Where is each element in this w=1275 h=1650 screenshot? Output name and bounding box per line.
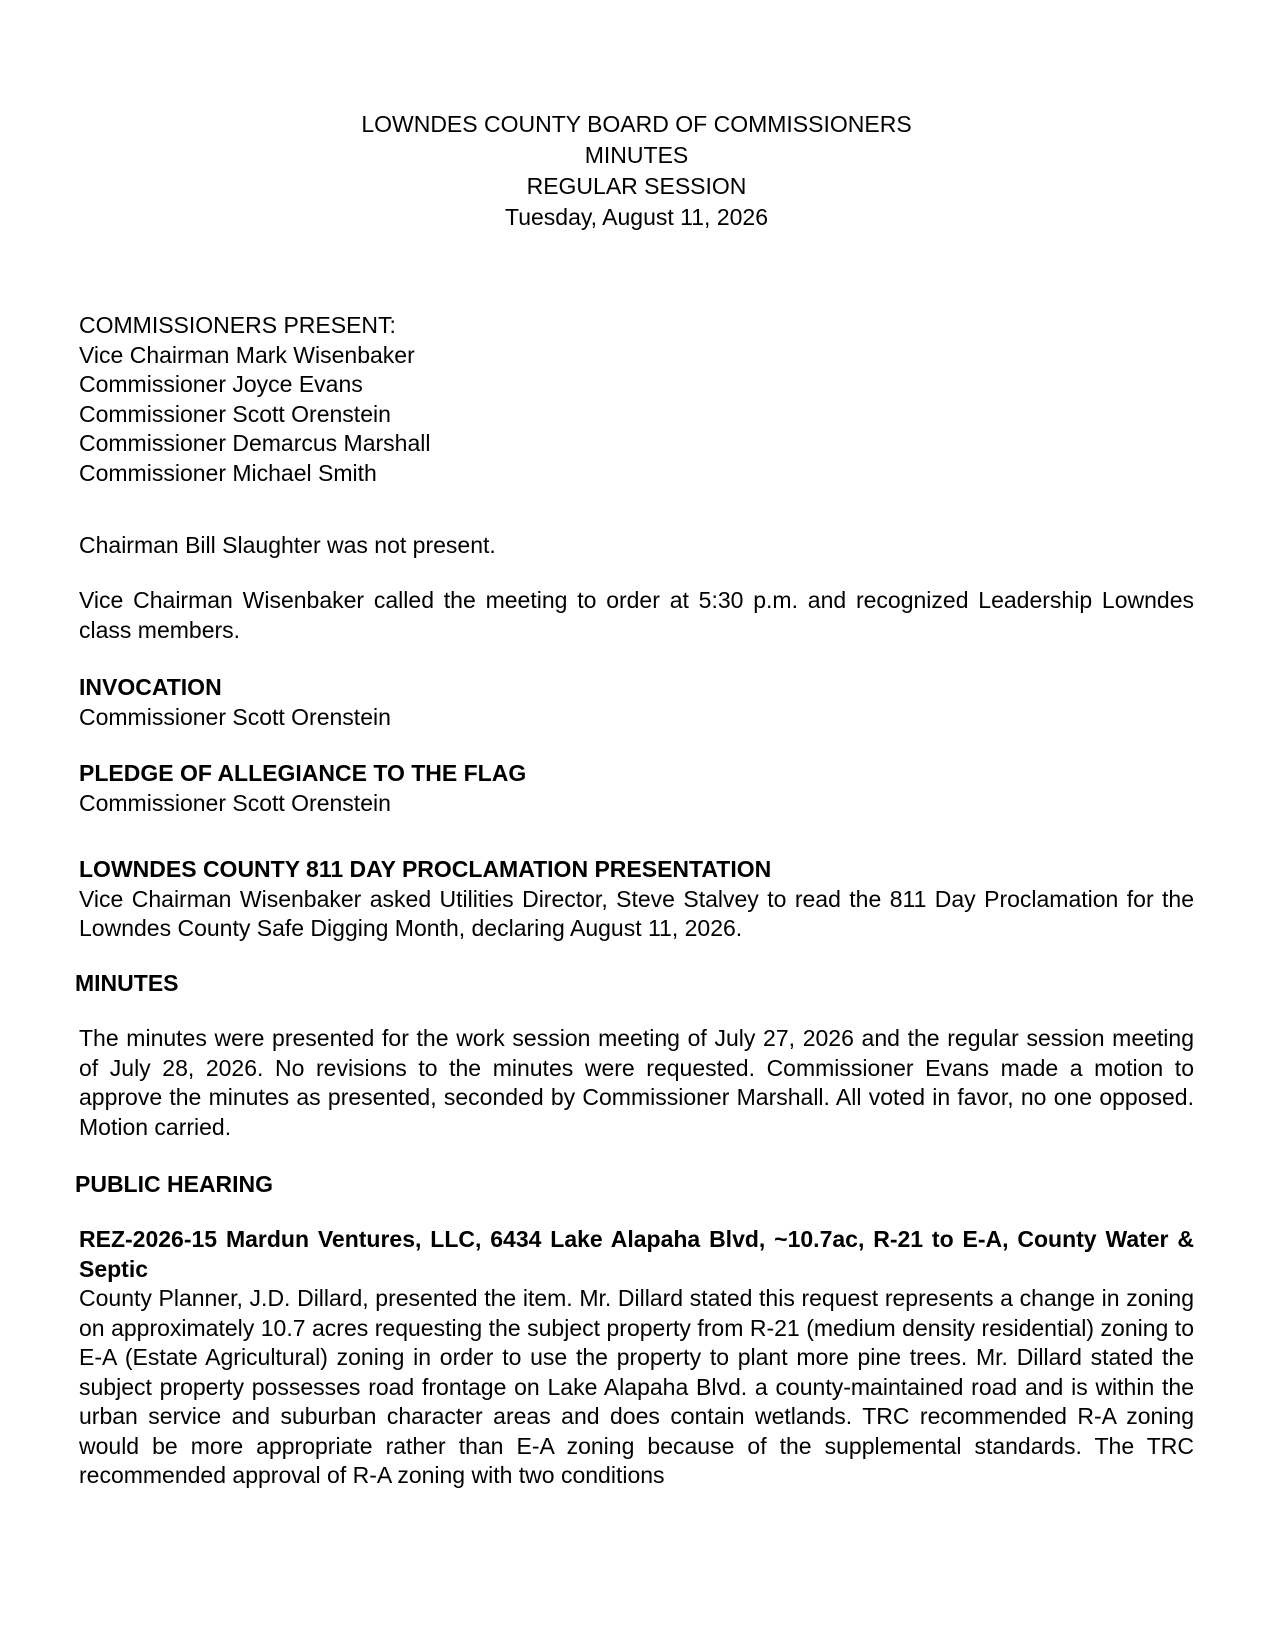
public-hearing-heading: PUBLIC HEARING (75, 1171, 274, 1197)
public-hearing-item (79, 1225, 1194, 1491)
call-to-order (79, 586, 1194, 645)
header-line-board: LOWNDES COUNTY BOARD OF COMMISSIONERS (361, 111, 912, 137)
call-to-order-text: Vice Chairman Wisenbaker called the meeting to order at 5:30 p.m. and recognized Leadership Lowndes class members. (79, 587, 1194, 643)
pledge-section (79, 759, 1194, 818)
attendee: Commissioner Michael Smith (79, 459, 377, 486)
header-line-date: Tuesday, August 11, 2026 (505, 204, 768, 230)
attendee: Vice Chairman Mark Wisenbaker (79, 341, 415, 368)
invocation-heading: INVOCATION (79, 674, 222, 700)
public-hearing-section (75, 1170, 1190, 1200)
minutes-section (75, 969, 1190, 999)
absent-note-text: Chairman Bill Slaughter was not present. (79, 532, 496, 558)
proclamation-text: Vice Chairman Wisenbaker asked Utilities Director, Steve Stalvey to read the 811 Day Proclamation for the Lowndes County Safe Digging Month, declaring August 11, 2026. (79, 885, 1194, 941)
attendee: Commissioner Joyce Evans (79, 371, 363, 397)
attendance-section (79, 311, 1194, 488)
pledge-text: Commissioner Scott Orenstein (79, 789, 391, 816)
document-header (79, 109, 1194, 233)
hearing-item-title: REZ-2026-15 Mardun Ventures, LLC, 6434 Lake Alapaha Blvd, ~10.7ac, R-21 to E-A, County Water & Septic (79, 1226, 1194, 1282)
attendee: Commissioner Scott Orenstein (79, 400, 391, 427)
minutes-body (79, 1024, 1194, 1142)
header-line-session: REGULAR SESSION (526, 173, 747, 199)
minutes-heading: MINUTES (75, 970, 179, 996)
attendee: Commissioner Demarcus Marshall (79, 430, 431, 456)
minutes-text: The minutes were presented for the work session meeting of July 27, 2026 and the regular session meeting of July 28, 2026. No revisions to the minutes were requested. Commissioner Evans made a motion to approve the minutes as presented, seconded by Commissioner Marshall. All voted in favor, no one opposed. Motion carried. (79, 1025, 1194, 1140)
proclamation-section (79, 855, 1194, 944)
header-line-minutes: MINUTES (584, 142, 689, 168)
proclamation-heading: LOWNDES COUNTY 811 DAY PROCLAMATION PRESENTATION (79, 856, 772, 882)
invocation-section (79, 673, 1194, 732)
hearing-item-text: County Planner, J.D. Dillard, presented the item. Mr. Dillard stated this request represents a change in zoning on approximately 10.7 acres requesting the subject property from R-21 (medium density residential) zoning to E-A (Estate Agricultural) zoning in order to use the property to plant more pine trees. Mr. Dillard stated the subject property possesses road frontage on Lake Alapaha Blvd. a county-maintained road and is within the urban service and suburban character areas and does contain wetlands. TRC recommended R-A zoning would be more appropriate rather than E-A zoning because of the supplemental standards. The TRC recommended approval of R-A zoning with two conditions (79, 1285, 1194, 1488)
pledge-heading: PLEDGE OF ALLEGIANCE TO THE FLAG (79, 760, 527, 786)
invocation-text: Commissioner Scott Orenstein (79, 703, 391, 730)
attendance-heading: COMMISSIONERS PRESENT: (79, 312, 396, 338)
absent-note (79, 531, 1194, 561)
